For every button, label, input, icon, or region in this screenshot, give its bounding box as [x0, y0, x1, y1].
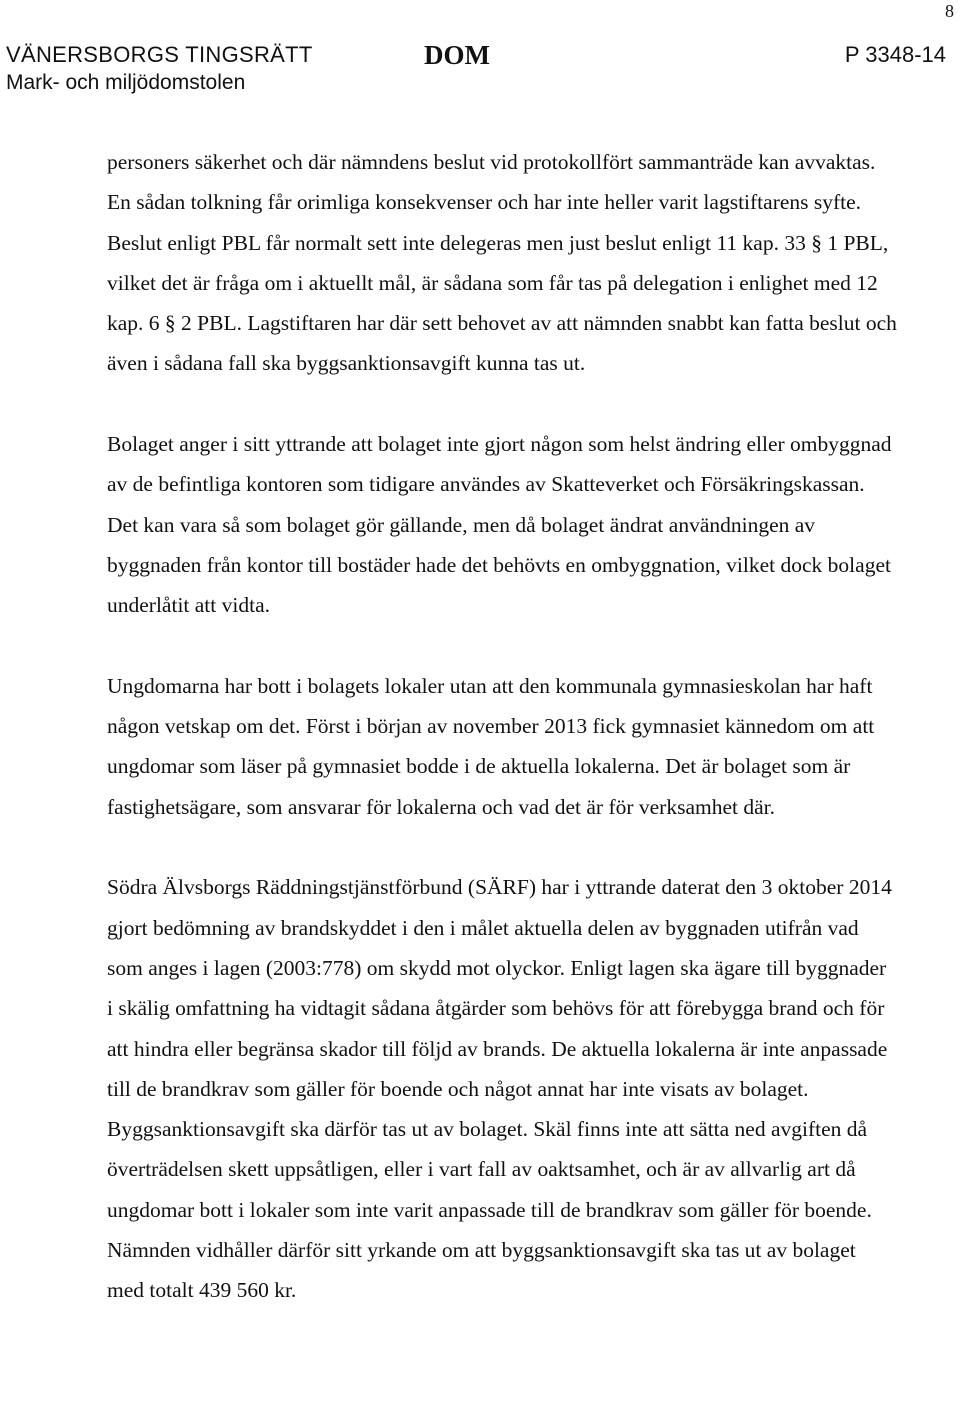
document-body [107, 142, 897, 1311]
document-type: DOM [424, 40, 490, 70]
paragraph: Bolaget anger i sitt yttrande att bolaget inte gjort någon som helst ändring eller ombyggnad av de befintliga kontoren som tidigare användes av Skatteverket och Försäkringskassan. Det kan vara så som bolaget gör gällande, men då bolaget ändrat användningen av byggnaden från kontor till bostäder hade det behövts en ombyggnation, vilket dock bolaget underlåtit att vidta. [107, 432, 892, 618]
paragraph: Södra Älvsborgs Räddningstjänstförbund (SÄRF) har i yttrande daterat den 3 oktober 2014 gjort bedömning av brandskyddet i den i målet aktuella delen av byggnaden utifrån vad som anges i lagen (2003:778) om skydd mot olyckor. Enligt lagen ska ägare till byggnader i skälig omfattning ha vidtagit sådana åtgärder som behövs för att förebygga brand och för att hindra eller begränsa skador till följd av brands. De aktuella lokalerna är inte anpassade till de brandkrav som gäller för boende och något annat har inte visats av bolaget. Byggsanktionsavgift ska därför tas ut av bolaget. Skäl finns inte att sätta ned avgiften då överträdelsen skett uppsåtligen, eller i vart fall av oaktsamhet, och är av allvarlig art då ungdomar bott i lokaler som inte varit anpassade till de brandkrav som gäller för boende. Nämnden vidhåller därför sitt yrkande om att byggsanktionsavgift ska tas ut av bolaget med totalt 439 560 kr. [107, 875, 892, 1303]
document-header [6, 40, 946, 104]
paragraph: personers säkerhet och där nämndens beslut vid protokollfört sammanträde kan avvaktas. En sådan tolkning får orimliga konsekvenser och har inte heller varit lagstiftarens syfte. Beslut enligt PBL får normalt sett inte delegeras men just beslut enligt 11 kap. 33 § 1 PBL, vilket det är fråga om i aktuellt mål, är sådana som får tas på delegation i enlighet med 12 kap. 6 § 2 PBL. Lagstiftaren har där sett behovet av att nämnden snabbt kan fatta beslut och även i sådana fall ska byggsanktionsavgift kunna tas ut. [107, 150, 897, 376]
court-department: Mark- och miljödomstolen [6, 71, 246, 94]
case-number: P 3348-14 [844, 42, 946, 67]
court-name: VÄNERSBORGS TINGSRÄTT [6, 42, 313, 67]
paragraph: Ungdomarna har bott i bolagets lokaler utan att den kommunala gymnasieskolan har haft någon vetskap om det. Först i början av november 2013 fick gymnasiet kännedom om att ungdomar som läser på gymnasiet bodde i de aktuella lokalerna. Det är bolaget som är fastighetsägare, som ansvarar för lokalerna och vad det är för verksamhet där. [107, 673, 875, 819]
page-number: 8 [945, 1, 954, 21]
